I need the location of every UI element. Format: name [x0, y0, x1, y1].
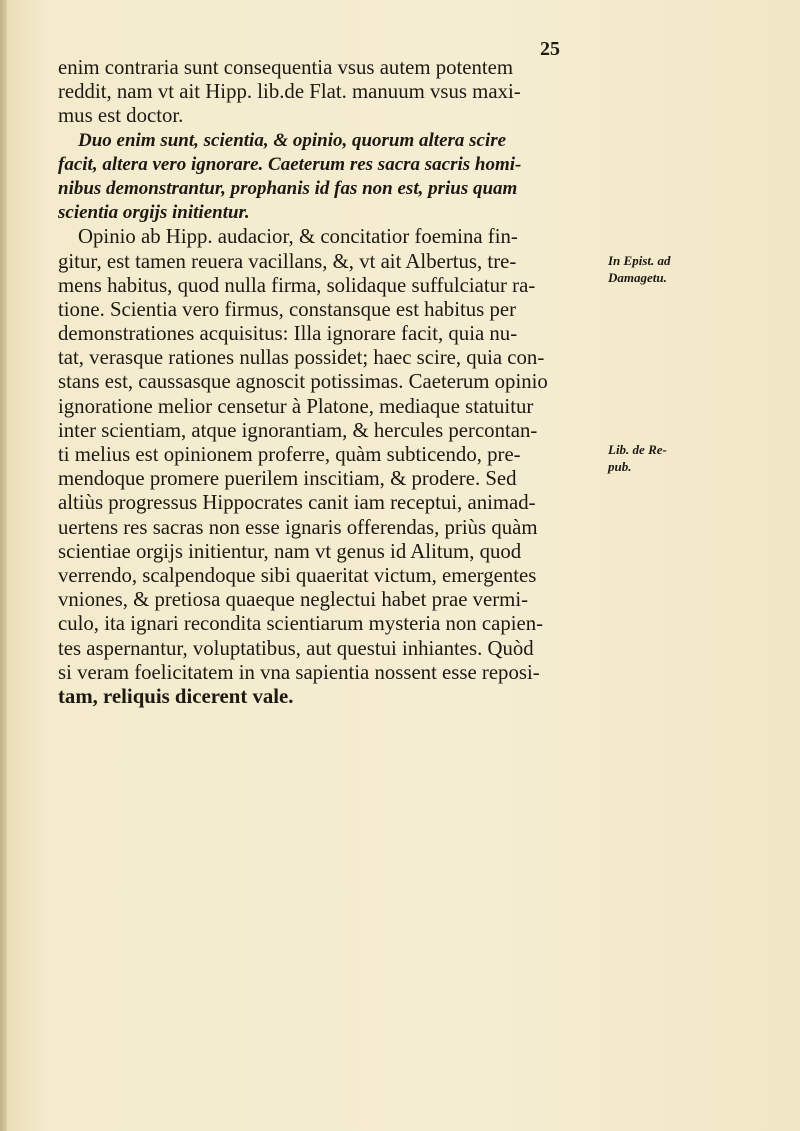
text-line: demonstrationes acquisitus: Illa ignorare facit, quia nu-: [58, 322, 518, 346]
text-line: mens habitus, quod nulla firma, solidaque suffulciatur ra-: [58, 273, 536, 297]
marginal-note-line: Damagetu.: [608, 270, 667, 285]
text-line: altiùs progressus Hippocrates canit iam receptui, animad-: [58, 491, 536, 515]
text-line: mus est doctor.: [58, 104, 184, 128]
main-text-block: [58, 56, 606, 709]
text-line: stans est, caussasque agnoscit potissimas. Caeterum opinio: [58, 370, 548, 394]
text-line: ignoratione melior censetur à Platone, mediaque statuitur: [58, 394, 534, 418]
quote-line: nibus demonstrantur, prophanis id fas non est, prius quam: [58, 177, 518, 199]
marginal-note-line: Lib. de Re-: [608, 442, 667, 457]
text-line: scientiae orgijs initientur, nam vt genus id Alitum, quod: [58, 539, 522, 563]
marginal-note-line: pub.: [608, 459, 632, 474]
text-line: si veram foelicitatem in vna sapientia nossent esse reposi-: [58, 660, 540, 684]
text-line: culo, ita ignari recondita scientiarum mysteria non capien-: [58, 612, 544, 636]
quote-line: Duo enim sunt, scientia, & opinio, quorum altera scire: [78, 129, 507, 151]
text-line: inter scientiam, atque ignorantiam, & hercules percontan-: [58, 418, 538, 442]
text-line: tam, reliquis dicerent vale.: [58, 684, 294, 708]
marginal-note-republic: [608, 441, 667, 475]
quote-line: facit, altera vero ignorare. Caeterum res sacra sacris homi-: [58, 153, 522, 175]
text-line: verrendo, scalpendoque sibi quaeritat victum, emergentes: [58, 563, 537, 587]
marginal-note-epistle: [608, 252, 671, 286]
text-line: ti melius est opinionem proferre, quàm subticendo, pre-: [58, 443, 521, 466]
text-line: mendoque promere puerilem inscitiam, & prodere. Sed: [58, 467, 517, 491]
text-line: gitur, est tamen reuera vacillans, &, vt ait Albertus, tre-: [58, 249, 517, 273]
text-line: tat, verasque rationes nullas possidet; haec scire, quia con-: [58, 346, 545, 370]
text-line: Opinio ab Hipp. audacior, & concitatior foemina fin-: [78, 225, 518, 249]
quote-line: scientia orgijs initientur.: [58, 202, 250, 224]
text-line: reddit, nam vt ait Hipp. lib.de Flat. manuum vsus maxi-: [58, 80, 521, 104]
page-number: 25: [540, 38, 560, 60]
text-line: vniones, & pretiosa quaeque neglectui habet prae vermi-: [58, 588, 529, 612]
text-line: uertens res sacras non esse ignaris offerendas, priùs quàm: [58, 515, 538, 539]
marginal-note-line: In Epist. ad: [608, 253, 671, 268]
text-line: enim contraria sunt consequentia vsus autem potentem: [58, 56, 514, 79]
text-line: tes aspernantur, voluptatibus, aut questui inhiantes. Quòd: [58, 636, 534, 660]
text-line: tione. Scientia vero firmus, constansque est habitus per: [58, 297, 516, 321]
page-binding-edge: [0, 0, 7, 1131]
